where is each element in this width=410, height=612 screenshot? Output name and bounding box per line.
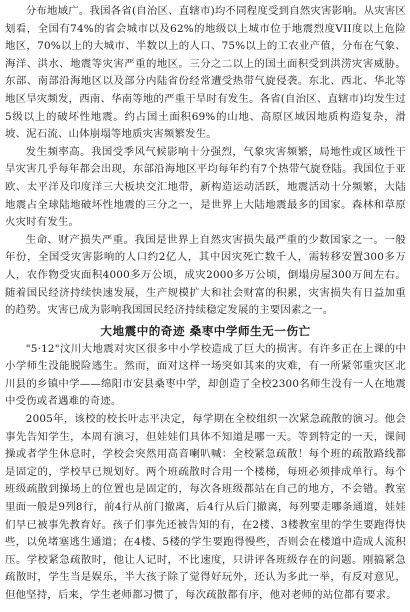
paragraph-evacuation-drill: 2005年，该校的校长叶志平决定，每学期在全校组织一次紧急疏散的演习。他会事先告知学生，本周有演习，但娃娃们具体不知道是哪一天。等到特定的一天，课间操或者学生休息时，学校会突然用高音喇叭喊：全校紧急疏散！每个班的疏散路线都是固定的，学校早已规划好。两个班疏散时合用一个楼梯，每班必须排成单行。每个班级疏散到操场上的位置也是固定的，每次各班级都站在自己的地方，不会错。教室里面一般是9列8行，前4行从前门撤离，后4行从后门撤离，每列要走哪条通道，娃娃们早已被事先教育好。孩子们事先还被告知的有，在2楼、3楼教室里的学生要跑得快些，以免堵塞逃生通道；在4楼、5楼的学生要跑得慢些，否则会在楼道中造成人流积压。学校紧急疏散时，他让人记时，不比速度，只讲评各班级存在的问题。刚搞紧急疏散时，学生当是娱乐，半大孩子除了觉得好玩外，还认为多此一举，有反对意见，但他坚持，后来，学生老师都习惯了，每次疏散都有序，他对老师的站位都有要求。	[5, 413, 406, 601]
paragraph-distribution: 分布地域广。我国各省(自治区、直辖市)均不同程度受到自然灾害影响。从灾害区划看，全国有74%的省会城市以及62%的地级以上城市位于地震烈度VII度以上危险地区，70%以上的大城市、半数以上的人口、75%以上的工农业产值，分布在气象、海洋、洪水、地震等灾害严重的地区。三分之二以上的国土面积受到洪涝灾害威胁。东部、南部沿海地区以及部分内陆省份经常遭受热带气旋侵袭。东北、西北、华北等地区旱灾频发，西南、华南等地的严重干旱时有发生。各省(自治区、直辖市)均发生过5级以上的破坏性地震。约占国土面积69%的山地、高原区域因地质构造复杂，滑坡、泥石流、山体崩塌等地质灾害频繁发生。	[5, 5, 406, 141]
paragraph-frequency: 发生频率高。我国受季风气候影响十分强烈，气象灾害频繁，局地性或区域性干旱灾害几乎每年都会出现，东部沿海地区平均每年约有7个热带气旋登陆。我国位于亚欧、太平洋及印度洋三大板块交汇地带，新构造运动活跃，地震活动十分频繁，大陆地震占全球陆地破坏性地震的三分之一，是世界上大陆地震最多的国家。森林和草原火灾时有发生。	[5, 145, 406, 229]
paragraph-losses: 生命、财产损失严重。我国是世界上自然灾害损失最严重的少数国家之一。一般年份，全国受灾害影响的人口约2亿人，其中因灾死亡数千人，需转移安置300多万人，农作物受灾面积4000多万公顷，成灾2000多万公顷，倒塌房屋300万间左右。随着国民经济持续快速发展，生产规模扩大和社会财富的积累，灾害损失有日益加重的趋势。灾害已成为影响我国国民经济持续稳定发展的主要因素之一。	[5, 233, 406, 317]
section-heading: 大地震中的奇迹 桑枣中学师生无一伤亡	[100, 323, 311, 338]
paragraph-sangzao-intro: "5·12"汶川大地震对灾区很多中小学校造成了巨大的损害。有许多正在上课的中小学师生没能脱险逃生。然而，面对这样一场突如其来的灾难，有一所紧邻重灾区北川县的乡镇中学——绵阳市安县桑枣中学，却创造了全校2300名师生没有一人在地震中受伤或者遇难的奇迹。	[5, 342, 406, 408]
